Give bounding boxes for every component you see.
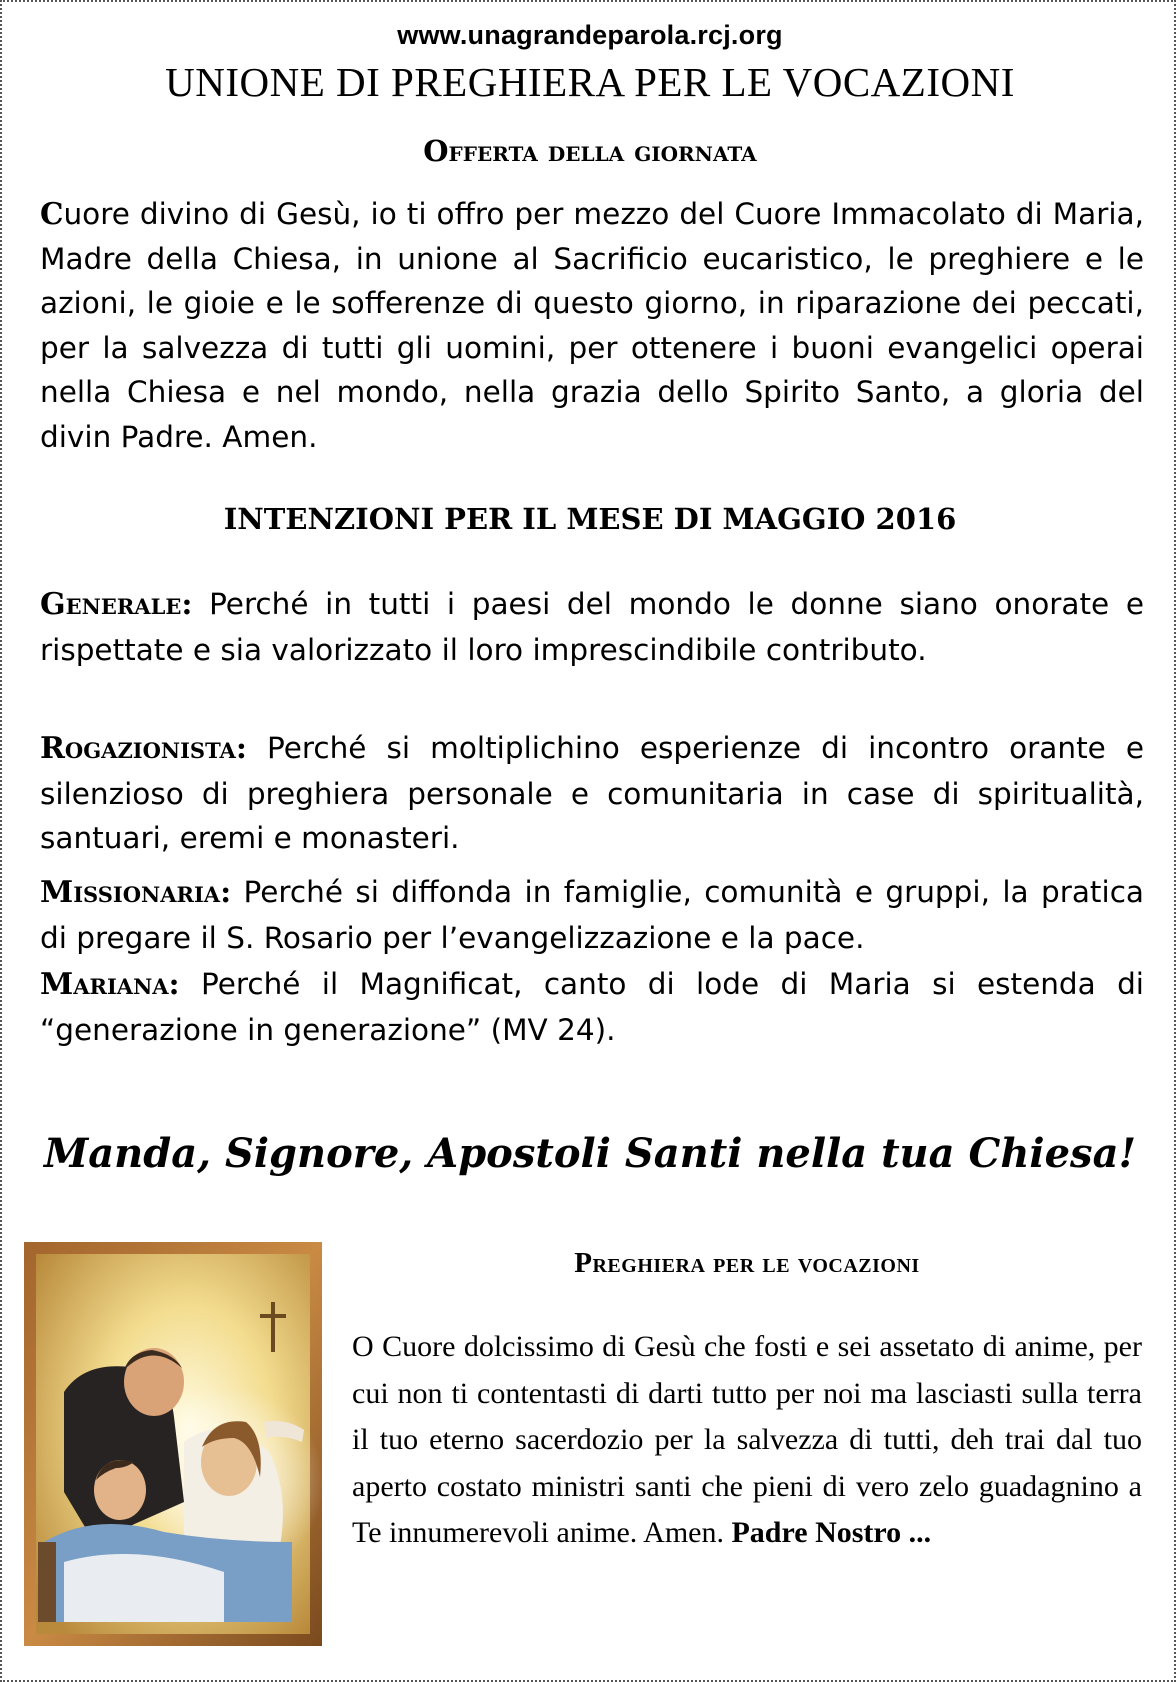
intention-text: Perché si diffonda in famiglie, comunità e gruppi, la pratica di pregare il S. Rosario per l’evangelizzazione e la pace. [40, 875, 1144, 955]
intention-general [40, 582, 1144, 672]
website-url[interactable]: www.unagrandeparola.rcj.org [397, 20, 783, 50]
offering-heading: Offerta della giornata [423, 134, 757, 168]
prayer-text: O Cuore dolcissimo di Gesù che fosti e sei assetato di anime, per cui non ti contentasti di darti tutto per noi ma lasciasti sulla terra il tuo eterno sacerdozio per la salvezza di tutti, deh trai dal tuo aperto costato ministri santi che pieni di vero zelo guadagnino a Te innumerevoli anime. Amen. [352, 1330, 1142, 1549]
intention-text: Perché si moltiplichino esperienze di incontro orante e silenzioso di preghiera personale e comunitaria in case di spiritualità, santuari, eremi e monasteri. [40, 731, 1144, 855]
devotional-painting-image [24, 1242, 322, 1646]
intentions-heading: INTENZIONI PER IL MESE DI MAGGIO 2016 [223, 502, 957, 536]
intention-text: Perché in tutti i paesi del mondo le donne siano onorate e rispettate e sia valorizzato il loro imprescindibile contributo. [40, 587, 1144, 667]
intention-label: Generale: [40, 587, 193, 622]
offering-initial: C [40, 196, 64, 231]
offering-text-block [40, 192, 1144, 459]
intention-text: Perché il Magnificat, canto di lode di Maria si estenda di “generazione in generazione” (MV 24). [40, 967, 1144, 1047]
prayer-closing: Padre Nostro ... [731, 1516, 932, 1549]
page-title: UNIONE DI PREGHIERA PER LE VOCAZIONI [165, 59, 1015, 105]
intention-missionaria [40, 870, 1144, 960]
intention-label: Rogazionista: [40, 731, 247, 766]
offering-text: uore divino di Gesù, io ti offro per mezzo del Cuore Immacolato di Maria, Madre della Chiesa, in unione al Sacrificio eucaristico, le preghiere e le azioni, le gioie e le sofferenze di questo giorno, in riparazione dei peccati, per la salvezza di tutti gli uomini, per ottenere i buoni evangelici operai nella Chiesa e nel mondo, nella grazia dello Spirito Santo, a gloria del divin Padre. Amen. [40, 197, 1144, 454]
prayer-title: Preghiera per le vocazioni [574, 1247, 920, 1279]
intention-rogazionista [40, 726, 1144, 861]
prayer-text-block [352, 1324, 1142, 1557]
intention-label: Mariana: [40, 967, 180, 1002]
motto: Manda, Signore, Apostoli Santi nella tua Chiesa! [43, 1130, 1137, 1177]
intention-mariana [40, 962, 1144, 1052]
intention-label: Missionaria: [40, 875, 232, 910]
